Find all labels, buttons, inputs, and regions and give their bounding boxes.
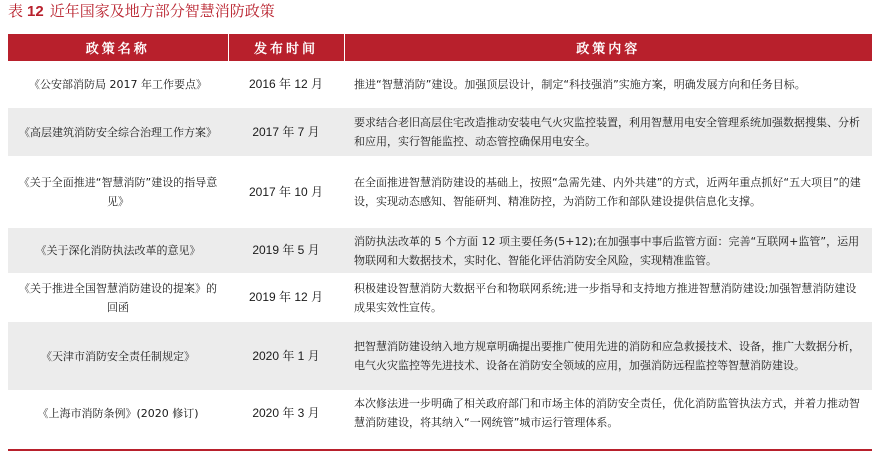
table-row (8, 228, 872, 273)
caption-number: 12 (27, 3, 44, 20)
release-date-cell: 2017 年 7 月 (228, 108, 344, 156)
table-row (8, 156, 872, 228)
table-row (8, 61, 872, 108)
policy-name-cell: 《上海市消防条例》(2020 修订) (37, 406, 199, 420)
table-row (8, 108, 872, 156)
release-date-cell: 2019 年 12 月 (248, 290, 324, 304)
policy-content-cell: 把智慧消防建设纳入地方规章明确提出要推广使用先进的消防和应急救援技术、设备，推广大数据分析，电气火灾监控等先进技术、设备在消防安全领域的应用，加强消防远程监控等智慧消防建设。 (344, 322, 872, 390)
policy-content-cell: 要求结合老旧高层住宅改造推动安装电气火灾监控装置，利用智慧用电安全管理系统加强数据搜集、分析和应用，实行智能监控、动态管控确保用电安全。 (344, 108, 872, 156)
header-release-date: 发布时间 (228, 34, 344, 61)
release-date-cell: 2020 年 3 月 (252, 405, 320, 420)
table-row (8, 390, 872, 436)
table-row (8, 273, 872, 322)
table-caption (8, 0, 275, 22)
release-date-cell: 2017 年 10 月 (248, 184, 324, 199)
policy-name-cell: 《关于全面推进“智慧消防”建设的指导意见》 (18, 176, 218, 208)
policy-name-cell: 《关于推进全国智慧消防建设的提案》的回函 (19, 281, 217, 314)
policy-name-cell: 《高层建筑消防安全综合治理工作方案》 (8, 108, 228, 156)
policy-content-cell: 本次修法进一步明确了相关政府部门和市场主体的消防安全责任，优化消防监管执法方式，并着力推动智慧消防建设，将其纳入“一网统管”城市运行管理体系。 (354, 397, 860, 429)
policy-name-cell: 《关于深化消防执法改革的意见》 (8, 228, 228, 273)
table-bottom-rule (8, 449, 872, 451)
table-header (8, 34, 872, 61)
caption-title: 近年国家及地方部分智慧消防政策 (49, 2, 275, 20)
release-date-cell: 2020 年 1 月 (228, 322, 344, 390)
table-row (8, 322, 872, 390)
policy-content-cell: 在全面推进智慧消防建设的基础上，按照“急需先建、内外共建”的方式，近两年重点抓好“五大项目”的建设，实现动态感知、智能研判、精准防控，为消防工作和部队建设提供信息化支撑。 (354, 176, 861, 208)
policy-content-cell: 消防执法改革的 5 个方面 12 项主要任务(5+12);在加强事中事后监管方面：完善“互联网+监管”，运用物联网和大数据技术，实时化、智能化评估消防安全风险，实现精准监管。 (344, 228, 872, 273)
policy-content-cell: 积极建设智慧消防大数据平台和物联网系统;进一步指导和支持地方推进智慧消防建设;加强智慧消防建设成果实效性宣传。 (354, 281, 857, 314)
header-policy-name: 政策名称 (8, 34, 228, 61)
policy-name-cell: 《天津市消防安全责任制规定》 (8, 322, 228, 390)
table-body (8, 61, 872, 436)
release-date-cell: 2019 年 5 月 (228, 228, 344, 273)
policy-table (8, 34, 872, 436)
header-policy-content: 政策内容 (344, 34, 872, 61)
release-date-cell: 2016 年 12 月 (248, 77, 324, 91)
policy-content-cell: 推进“智慧消防”建设。加强顶层设计，制定“科技强消”实施方案，明确发展方向和任务目标。 (354, 78, 806, 91)
policy-name-cell: 《公安部消防局 2017 年工作要点》 (29, 78, 207, 91)
header-row (8, 34, 872, 61)
caption-prefix: 表 (8, 2, 24, 20)
